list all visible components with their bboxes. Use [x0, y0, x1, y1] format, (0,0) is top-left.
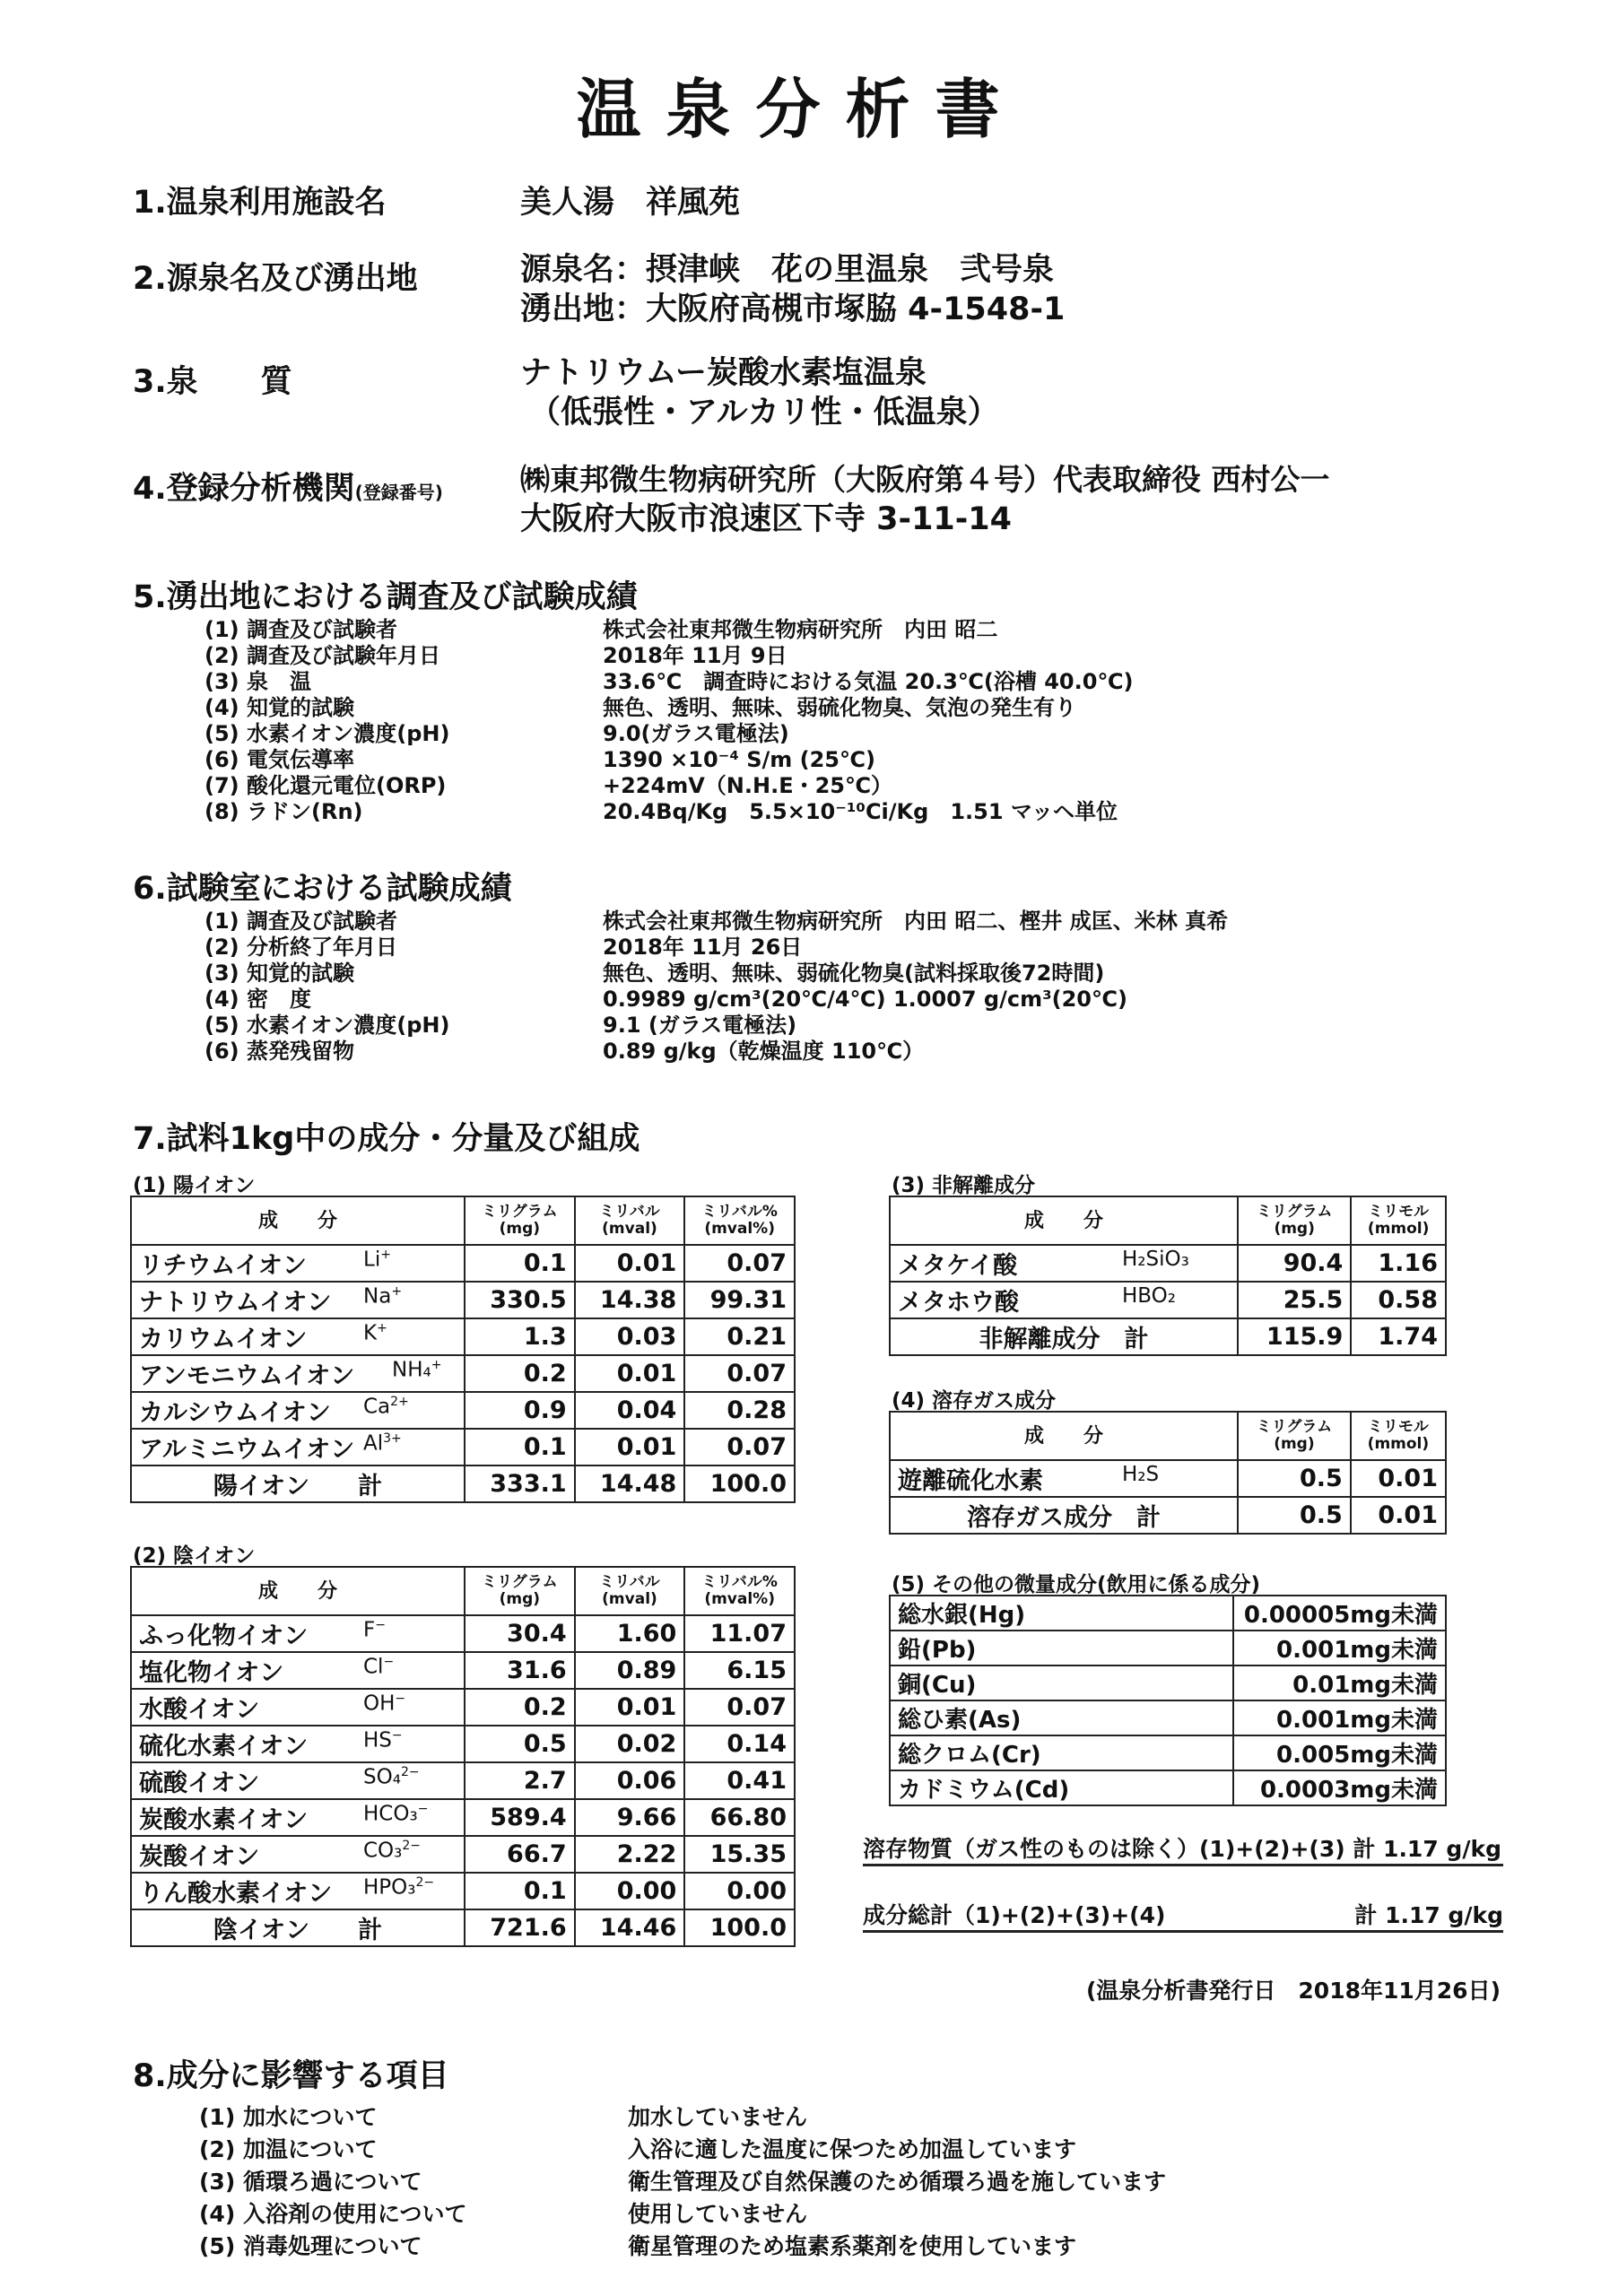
s7-heading: 7.試料1kg中の成分・分量及び組成: [133, 1121, 640, 1157]
s6-value: 0.9989 g/cm³(20℃/4℃) 1.0007 g/cm³(20℃): [603, 987, 1127, 1012]
gas-table: [889, 1411, 1447, 1535]
total-label: 溶存ガス成分 計: [890, 1497, 1238, 1534]
table-row: [131, 1355, 795, 1392]
mg-value: 0.2: [465, 1689, 575, 1726]
s6-value: 0.89 g/kg（乾燥温度 110℃）: [603, 1039, 925, 1064]
mg-value: 31.6: [465, 1652, 575, 1689]
s6-key: (3) 知覚的試験: [204, 961, 354, 986]
mval-value: 1.60: [575, 1615, 685, 1652]
s5-value: 株式会社東邦微生物病研究所 内田 昭二: [603, 617, 998, 642]
s5-values: [603, 617, 1133, 825]
col-header: 成 分: [131, 1567, 465, 1615]
issue-date: (温泉分析書発行日 2018年11月26日): [1085, 1978, 1501, 2004]
table-row: [131, 1652, 795, 1689]
col-header: ミリバル (mval): [575, 1567, 685, 1615]
ion-symbol: HS−: [363, 1728, 403, 1752]
nondiss-title: (3) 非解離成分: [892, 1174, 1036, 1197]
table-row: [131, 1392, 795, 1429]
s5-value: 33.6℃ 調査時における気温 20.3℃(浴槽 40.0℃): [603, 669, 1134, 694]
table-row: [890, 1460, 1446, 1497]
mval-value: 0.06: [575, 1762, 685, 1799]
trace-value: 0.00005mg未満: [1233, 1596, 1446, 1631]
table-row: [131, 1245, 795, 1282]
s6-key: (1) 調査及び試験者: [204, 909, 397, 934]
mval-value: 0.02: [575, 1726, 685, 1762]
mval-value: 0.00: [575, 1873, 685, 1909]
component-name: 炭酸水素イオン: [139, 1806, 309, 1834]
ion-symbol: $Ca^{2+}$: [363, 1395, 409, 1419]
component-name: 水酸イオン: [139, 1696, 260, 1724]
total-label: 陽イオン 計: [131, 1465, 465, 1502]
component-name: ふっ化物イオン: [139, 1622, 309, 1650]
pct-value: 0.41: [684, 1762, 795, 1799]
pct-value: 15.35: [684, 1836, 795, 1873]
pct-value: 0.14: [684, 1726, 795, 1762]
col-header: 成 分: [890, 1196, 1238, 1245]
ion-symbol: SO₄$^{2-}$: [363, 1765, 420, 1789]
mval-value: 0.01: [575, 1245, 685, 1282]
component-name: りん酸水素イオン: [139, 1880, 333, 1908]
s1-label: 1.温泉利用施設名: [133, 185, 387, 221]
total-sum-value: 計 1.17 g/kg: [1354, 1902, 1503, 1928]
component-name: カリウムイオン: [139, 1326, 308, 1353]
col-header: ミリグラム (mg): [1238, 1412, 1351, 1460]
s2-line1: 源泉名：摂津峡 花の里温泉 弐号泉: [520, 252, 1055, 288]
pct-value: 0.07: [684, 1245, 795, 1282]
table-row: [131, 1873, 795, 1909]
mmol-value: 0.58: [1351, 1282, 1446, 1318]
s6-value: 無色、透明、無味、弱硫化物臭(試料採取後72時間): [603, 961, 1105, 986]
ion-symbol: HCO₃−: [363, 1802, 429, 1826]
ion-symbol: CO₃$^{2-}$: [363, 1839, 422, 1863]
s5-heading: 5.湧出地における調査及び試験成績: [133, 579, 638, 615]
s8-value: 加水していません: [628, 2104, 808, 2130]
mmol-value: 1.16: [1351, 1245, 1446, 1282]
s6-keys: [204, 909, 449, 1065]
s6-key: (4) 密 度: [204, 987, 311, 1012]
component-name: アルミニウムイオン: [139, 1436, 355, 1464]
ion-symbol: $Al^{3+}$: [363, 1431, 402, 1456]
page-title: 温泉分析書: [576, 72, 1025, 147]
compound-symbol: HBO₂: [1122, 1284, 1176, 1308]
mg-value: 0.1: [465, 1429, 575, 1465]
total-row: [890, 1318, 1446, 1355]
total-row: [890, 1497, 1446, 1534]
col-header: 成 分: [890, 1412, 1238, 1460]
table-row: [890, 1245, 1446, 1282]
s8-heading: 8.成分に影響する項目: [133, 2058, 449, 2094]
mval-total: 14.48: [575, 1465, 685, 1502]
mmol-value: 0.01: [1351, 1460, 1446, 1497]
trace-table: [889, 1595, 1447, 1806]
s6-value: 2018年 11月 26日: [603, 935, 803, 960]
table-row: [131, 1726, 795, 1762]
total-label: 非解離成分 計: [890, 1318, 1238, 1355]
col-header: ミリモル (mmol): [1351, 1412, 1446, 1460]
cation-title: (1) 陽イオン: [133, 1174, 256, 1197]
ion-symbol: OH−: [363, 1692, 406, 1716]
table-row: [131, 1689, 795, 1726]
mg-value: 90.4: [1238, 1245, 1351, 1282]
anion-table: [130, 1566, 796, 1947]
pct-value: 99.31: [684, 1282, 795, 1318]
table-row: [890, 1631, 1446, 1665]
s5-value: 2018年 11月 9日: [603, 643, 787, 668]
anion-title: (2) 陰イオン: [133, 1544, 256, 1568]
s1-value: 美人湯 祥風苑: [520, 185, 741, 221]
s8-value: 使用していません: [628, 2201, 808, 2227]
col-header: ミリバル (mval): [575, 1196, 685, 1245]
s5-value: +224mV（N.H.E・25℃）: [603, 773, 893, 798]
trace-value: 0.005mg未満: [1233, 1735, 1446, 1770]
pct-total: 100.0: [684, 1909, 795, 1946]
s3-line1: ナトリウムー炭酸水素塩温泉: [520, 355, 927, 391]
s5-key: (6) 電気伝導率: [204, 747, 354, 772]
s4-label-small: (登録番号): [354, 482, 443, 503]
component-name: 炭酸イオン: [139, 1843, 260, 1871]
pct-value: 0.07: [684, 1689, 795, 1726]
pct-value: 0.00: [684, 1873, 795, 1909]
s6-key: (2) 分析終了年月日: [204, 935, 397, 960]
col-header: ミリグラム (mg): [1238, 1196, 1351, 1245]
compound-symbol: H₂SiO₃: [1122, 1248, 1189, 1271]
s8-key: (1) 加水について: [199, 2104, 378, 2130]
dissolved-sum: 溶存物質（ガス性のものは除く）(1)+(2)+(3) 計 1.17 g/kg: [863, 1831, 1503, 1866]
pct-value: 0.28: [684, 1392, 795, 1429]
mg-value: 589.4: [465, 1799, 575, 1836]
s6-key: (6) 蒸発残留物: [204, 1039, 354, 1064]
table-row: [131, 1318, 795, 1355]
mval-value: 0.89: [575, 1652, 685, 1689]
ion-symbol: NH₄+: [392, 1358, 442, 1382]
mg-total: 0.5: [1238, 1497, 1351, 1534]
mval-value: 0.01: [575, 1429, 685, 1465]
mg-value: 330.5: [465, 1282, 575, 1318]
trace-name: 総クロム(Cr): [890, 1735, 1233, 1770]
total-row: [131, 1465, 795, 1502]
pct-value: 0.21: [684, 1318, 795, 1355]
table-row: [890, 1735, 1446, 1770]
table-row: [131, 1429, 795, 1465]
s5-key: (1) 調査及び試験者: [204, 617, 397, 642]
trace-value: 0.01mg未満: [1233, 1665, 1446, 1700]
s4-line1: ㈱東邦微生物病研究所（大阪府第４号）代表取締役 西村公一: [520, 462, 1330, 497]
table-row: [890, 1282, 1446, 1318]
table-row: [890, 1700, 1446, 1735]
s5-value: 無色、透明、無味、弱硫化物臭、気泡の発生有り: [603, 695, 1076, 720]
gas-title: (4) 溶存ガス成分: [892, 1389, 1057, 1413]
s4-line2: 大阪府大阪市浪速区下寺 3-11-14: [520, 501, 1013, 537]
col-header: ミリバル% (mval%): [684, 1567, 795, 1615]
mval-value: 0.01: [575, 1355, 685, 1392]
s5-keys: [204, 617, 449, 825]
table-row: [890, 1596, 1446, 1631]
s8-value: 入浴に適した温度に保つため加温しています: [628, 2136, 1077, 2162]
component-name: メタケイ酸: [898, 1252, 1018, 1280]
mg-value: 2.7: [465, 1762, 575, 1799]
pct-total: 100.0: [684, 1465, 795, 1502]
mg-value: 66.7: [465, 1836, 575, 1873]
s6-values: [603, 909, 1228, 1065]
mg-value: 0.1: [465, 1873, 575, 1909]
table-row: [131, 1615, 795, 1652]
trace-title: (5) その他の微量成分(飲用に係る成分): [892, 1573, 1261, 1596]
trace-name: 総ひ素(As): [890, 1700, 1233, 1735]
col-header: ミリバル% (mval%): [684, 1196, 795, 1245]
component-name: リチウムイオン: [139, 1252, 307, 1280]
mval-value: 2.22: [575, 1836, 685, 1873]
s2-label: 2.源泉名及び湧出地: [133, 261, 418, 297]
component-name: 塩化物イオン: [139, 1659, 284, 1687]
s5-value: 20.4Bq/Kg 5.5×10⁻¹⁰Ci/Kg 1.51 マッヘ単位: [603, 799, 1118, 824]
trace-name: 総水銀(Hg): [890, 1596, 1233, 1631]
ion-symbol: Cl−: [363, 1655, 395, 1679]
mg-total: 333.1: [465, 1465, 575, 1502]
s5-key: (2) 調査及び試験年月日: [204, 643, 440, 668]
s3-line2: （低張性・アルカリ性・低温泉）: [529, 395, 999, 430]
mval-value: 9.66: [575, 1799, 685, 1836]
s8-key: (2) 加温について: [199, 2136, 378, 2162]
component-name: ナトリウムイオン: [139, 1289, 332, 1317]
pct-value: 11.07: [684, 1615, 795, 1652]
mg-value: 0.5: [465, 1726, 575, 1762]
s5-key: (3) 泉 温: [204, 669, 311, 694]
component-name: 遊離硫化水素: [898, 1467, 1043, 1495]
component-name: 硫化水素イオン: [139, 1733, 309, 1761]
s3-label: 3.泉 質: [133, 364, 292, 400]
nondiss-table: [889, 1196, 1447, 1356]
mval-total: 14.46: [575, 1909, 685, 1946]
s6-value: 株式会社東邦微生物病研究所 内田 昭二、樫井 成匡、米林 真希: [603, 909, 1229, 934]
ion-symbol: F−: [363, 1618, 386, 1642]
mval-value: 0.03: [575, 1318, 685, 1355]
mg-value: 0.2: [465, 1355, 575, 1392]
component-name: カルシウムイオン: [139, 1399, 331, 1427]
compound-symbol: H₂S: [1122, 1463, 1160, 1486]
mg-value: 0.1: [465, 1245, 575, 1282]
s4-label: 4.登録分析機関(登録番号): [133, 471, 443, 507]
trace-value: 0.0003mg未満: [1233, 1770, 1446, 1805]
mg-total: 721.6: [465, 1909, 575, 1946]
cation-table: [130, 1196, 796, 1503]
mg-total: 115.9: [1238, 1318, 1351, 1355]
col-header: ミリモル (mmol): [1351, 1196, 1446, 1245]
s6-heading: 6.試験室における試験成績: [133, 871, 512, 907]
mmol-total: 0.01: [1351, 1497, 1446, 1534]
ion-symbol: Li+: [363, 1248, 391, 1272]
s8-key: (4) 入浴剤の使用について: [199, 2201, 467, 2227]
mg-value: 0.5: [1238, 1460, 1351, 1497]
s8-values: [628, 2101, 1166, 2263]
total-sum: [863, 1898, 1503, 1933]
ion-symbol: Na+: [363, 1284, 403, 1309]
mmol-total: 1.74: [1351, 1318, 1446, 1355]
s8-value: 衛星管理のため塩素系薬剤を使用しています: [628, 2233, 1077, 2259]
s5-value: 9.0(ガラス電極法): [603, 721, 789, 746]
component-name: アンモニウムイオン: [139, 1362, 355, 1390]
trace-value: 0.001mg未満: [1233, 1700, 1446, 1735]
s8-keys: [199, 2101, 466, 2263]
table-row: [131, 1762, 795, 1799]
s6-key: (5) 水素イオン濃度(pH): [204, 1013, 450, 1038]
table-row: [890, 1665, 1446, 1700]
pct-value: 0.07: [684, 1355, 795, 1392]
total-sum-label: 成分総計（1)+(2)+(3)+(4): [863, 1902, 1166, 1928]
ion-symbol: HPO₃$^{2-}$: [363, 1875, 435, 1900]
total-label: 陰イオン 計: [131, 1909, 465, 1946]
mg-value: 25.5: [1238, 1282, 1351, 1318]
pct-value: 6.15: [684, 1652, 795, 1689]
mg-value: 30.4: [465, 1615, 575, 1652]
s5-key: (5) 水素イオン濃度(pH): [204, 721, 450, 746]
mval-value: 14.38: [575, 1282, 685, 1318]
table-row: [131, 1282, 795, 1318]
col-header: ミリグラム (mg): [465, 1196, 575, 1245]
trace-name: カドミウム(Cd): [890, 1770, 1233, 1805]
component-name: メタホウ酸: [898, 1289, 1019, 1317]
trace-name: 鉛(Pb): [890, 1631, 1233, 1665]
pct-value: 0.07: [684, 1429, 795, 1465]
component-name: 硫酸イオン: [139, 1770, 260, 1797]
ion-symbol: K+: [363, 1321, 387, 1345]
s5-value: 1390 ×10⁻⁴ S/m (25℃): [603, 747, 876, 772]
s6-value: 9.1 (ガラス電極法): [603, 1013, 797, 1038]
mg-value: 1.3: [465, 1318, 575, 1355]
s8-key: (5) 消毒処理について: [199, 2233, 422, 2259]
table-row: [131, 1836, 795, 1873]
total-row: [131, 1909, 795, 1946]
pct-value: 66.80: [684, 1799, 795, 1836]
mval-value: 0.01: [575, 1689, 685, 1726]
s8-value: 衛生管理及び自然保護のため循環ろ過を施しています: [628, 2169, 1167, 2195]
table-row: [890, 1770, 1446, 1805]
s5-key: (7) 酸化還元電位(ORP): [204, 773, 447, 798]
table-row: [131, 1799, 795, 1836]
mg-value: 0.9: [465, 1392, 575, 1429]
s5-key: (4) 知覚的試験: [204, 695, 354, 720]
col-header: 成 分: [131, 1196, 465, 1245]
trace-value: 0.001mg未満: [1233, 1631, 1446, 1665]
col-header: ミリグラム (mg): [465, 1567, 575, 1615]
s5-key: (8) ラドン(Rn): [204, 799, 363, 824]
mval-value: 0.04: [575, 1392, 685, 1429]
s8-key: (3) 循環ろ過について: [199, 2169, 422, 2195]
s2-line2: 湧出地：大阪府高槻市塚脇 4-1548-1: [520, 291, 1066, 327]
trace-name: 銅(Cu): [890, 1665, 1233, 1700]
